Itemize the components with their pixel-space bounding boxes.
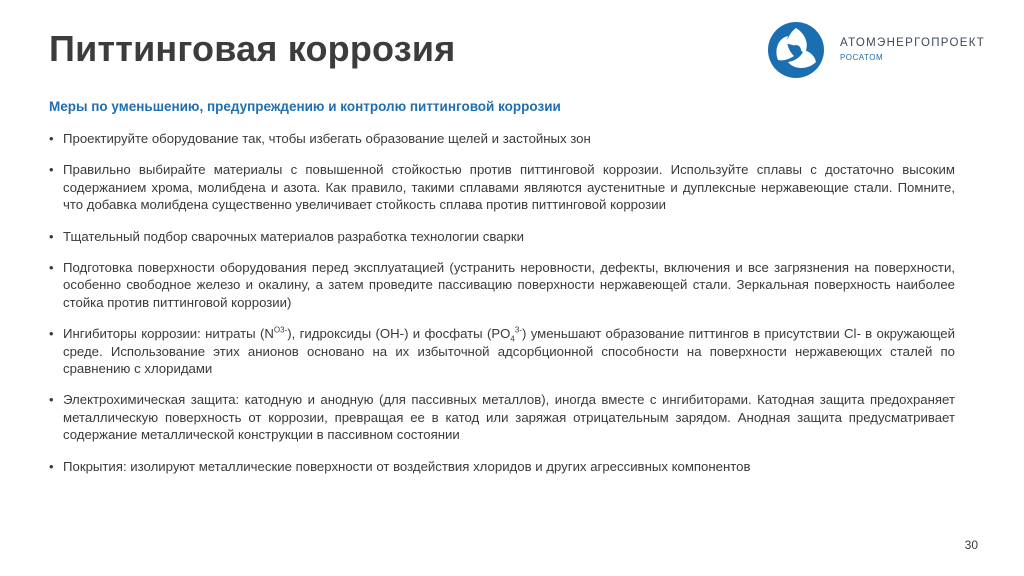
- nitrate-superscript: O3-: [273, 325, 288, 335]
- bullet-list: [49, 130, 955, 489]
- inhibitors-text-3: ) уменьшают образование питтингов в присутствии Cl- в окружающей среде. Использование этих анионов основано на их избыточной адсорбционной способности на поверхности нержавеющих сталей по сравнению с хлоридами: [63, 326, 955, 377]
- phosphate-superscript: 3-: [514, 325, 522, 335]
- bullet-text: Тщательный подбор сварочных материалов разработка технологии сварки: [63, 228, 524, 244]
- bullet-text: [63, 326, 955, 376]
- bullet-dot: •: [49, 326, 54, 342]
- bullet-text: Проектируйте оборудование так, чтобы избегать образование щелей и застойных зон: [63, 131, 591, 146]
- bullet-text: Подготовка поверхности оборудования перед эксплуатацией (устранить неровности, дефекты, включения и все загрязнения на поверхности, особенно свободное железо и окалину, а затем проведите пассивацию поверхности нержавеющей стали. Зеркальная поверхность наиболее стойка против питтинговой коррозии): [63, 260, 955, 310]
- inhibitors-text-1: Ингибиторы коррозии: нитраты (N: [63, 326, 274, 342]
- bullet-item: [49, 259, 955, 311]
- phosphate-subscript: 4: [510, 334, 515, 344]
- bullet-dot: •: [49, 162, 54, 178]
- company-logo: [766, 20, 986, 80]
- bullet-item: [49, 325, 955, 377]
- bullet-dot: •: [49, 260, 54, 276]
- slide-title: Питтинговая коррозия: [49, 28, 456, 69]
- bullet-item: [49, 130, 955, 147]
- bullet-text: Электрохимическая защита: катодную и анодную (для пассивных металлов), иногда вместе с ингибиторами. Катодная защита предохраняет металлическую поверхность от коррозии, превращая ее в катод или заряжая отрицательным зарядом. Анодная защита предусматривает содержание металлической конструкции в пассивном состоянии: [63, 392, 955, 443]
- page-number: 30: [964, 538, 978, 552]
- slide-subtitle: Меры по уменьшению, предупреждению и контролю питтинговой коррозии: [49, 99, 561, 114]
- logo-subname: РОСАТОМ: [840, 53, 884, 62]
- rosatom-atom-icon: [766, 20, 826, 80]
- bullet-item: [49, 391, 955, 443]
- bullet-dot: •: [49, 458, 54, 474]
- bullet-item: [49, 458, 955, 475]
- bullet-text: Покрытия: изолируют металлические поверхности от воздействия хлоридов и других агрессивных компонентов: [63, 458, 751, 474]
- bullet-text: Правильно выбирайте материалы с повышенной стойкостью против питтинговой коррозии. Используйте сплавы с достаточно высоким содержанием хрома, молибдена и азота. Как правило, такими сплавами являются аустенитные и дуплексные нержавеющие стали. Помните, что добавка молибдена существенно увеличивает стойкость сплава против питтинговой коррозии: [63, 162, 955, 213]
- bullet-dot: •: [49, 392, 54, 408]
- bullet-item: [49, 228, 955, 245]
- inhibitors-text-2: ), гидроксиды (OH-) и фосфаты (PO: [287, 326, 511, 342]
- logo-name: АТОМЭНЕРГОПРОЕКТ: [840, 37, 986, 49]
- bullet-dot: •: [49, 131, 54, 146]
- bullet-dot: •: [49, 228, 54, 244]
- bullet-item: [49, 161, 955, 213]
